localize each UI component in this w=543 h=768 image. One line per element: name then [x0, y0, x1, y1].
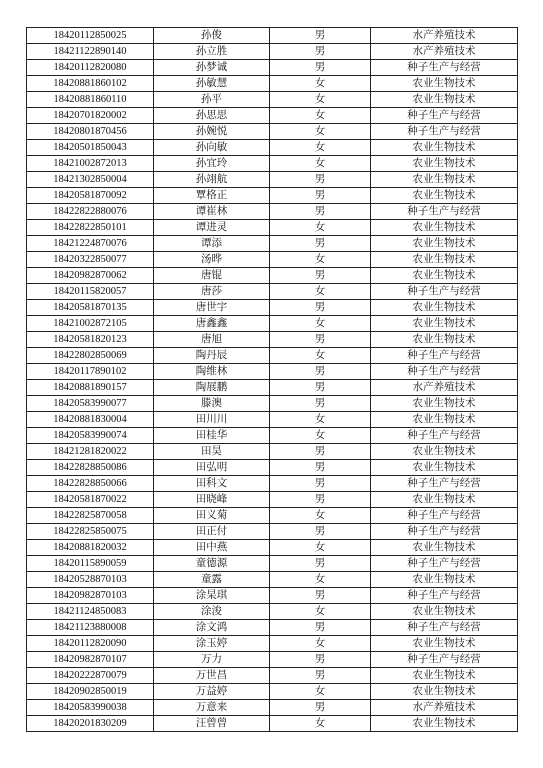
table-row [27, 156, 518, 172]
major-cell: 种子生产与经营 [371, 524, 518, 540]
major-cell: 农业生物技术 [371, 220, 518, 236]
major-cell: 农业生物技术 [371, 188, 518, 204]
table-row [27, 412, 518, 428]
gender-cell: 男 [270, 396, 371, 412]
major-cell: 农业生物技术 [371, 684, 518, 700]
major-cell: 农业生物技术 [371, 716, 518, 732]
major-cell: 种子生产与经营 [371, 476, 518, 492]
table-row [27, 108, 518, 124]
gender-cell: 男 [270, 28, 371, 44]
student-name-cell: 孙梦诚 [154, 60, 270, 76]
major-cell: 种子生产与经营 [371, 124, 518, 140]
student-name-cell: 孙婉悦 [154, 124, 270, 140]
student-name-cell: 田桂华 [154, 428, 270, 444]
student-name-cell: 万世昌 [154, 668, 270, 684]
student-id-cell: 18420112820090 [27, 636, 154, 652]
table-row [27, 204, 518, 220]
major-cell: 种子生产与经营 [371, 508, 518, 524]
table-row [27, 364, 518, 380]
student-name-cell: 孙向敏 [154, 140, 270, 156]
gender-cell: 女 [270, 76, 371, 92]
student-name-cell: 田川川 [154, 412, 270, 428]
major-cell: 农业生物技术 [371, 76, 518, 92]
major-cell: 水产养殖技术 [371, 44, 518, 60]
gender-cell: 女 [270, 636, 371, 652]
gender-cell: 男 [270, 332, 371, 348]
student-id-cell: 18420115890059 [27, 556, 154, 572]
student-id-cell: 18420881820032 [27, 540, 154, 556]
student-name-cell: 滕澳 [154, 396, 270, 412]
student-name-cell: 陶丹辰 [154, 348, 270, 364]
student-name-cell: 陶维林 [154, 364, 270, 380]
student-id-cell: 18420902850019 [27, 684, 154, 700]
table-row [27, 716, 518, 732]
roster-body [27, 28, 518, 732]
student-id-cell: 18420583990074 [27, 428, 154, 444]
student-name-cell: 万益婷 [154, 684, 270, 700]
student-name-cell: 田昊 [154, 444, 270, 460]
major-cell: 农业生物技术 [371, 460, 518, 476]
table-row [27, 684, 518, 700]
gender-cell: 女 [270, 220, 371, 236]
major-cell: 种子生产与经营 [371, 60, 518, 76]
student-id-cell: 18420581870022 [27, 492, 154, 508]
major-cell: 农业生物技术 [371, 172, 518, 188]
major-cell: 种子生产与经营 [371, 652, 518, 668]
major-cell: 农业生物技术 [371, 316, 518, 332]
student-name-cell: 田义菊 [154, 508, 270, 524]
gender-cell: 男 [270, 380, 371, 396]
table-row [27, 44, 518, 60]
table-row [27, 652, 518, 668]
major-cell: 种子生产与经营 [371, 556, 518, 572]
gender-cell: 女 [270, 156, 371, 172]
table-row [27, 524, 518, 540]
table-row [27, 476, 518, 492]
student-id-cell: 18420801870456 [27, 124, 154, 140]
table-row [27, 508, 518, 524]
table-row [27, 268, 518, 284]
student-id-cell: 18421123880008 [27, 620, 154, 636]
table-row [27, 76, 518, 92]
student-id-cell: 18420982870062 [27, 268, 154, 284]
student-id-cell: 18422822880076 [27, 204, 154, 220]
student-id-cell: 18421281820022 [27, 444, 154, 460]
table-row [27, 332, 518, 348]
student-id-cell: 18422825870058 [27, 508, 154, 524]
student-name-cell: 孙立胜 [154, 44, 270, 60]
student-id-cell: 18420112850025 [27, 28, 154, 44]
student-id-cell: 18420581870092 [27, 188, 154, 204]
student-id-cell: 18420881860102 [27, 76, 154, 92]
student-name-cell: 唐莎 [154, 284, 270, 300]
student-id-cell: 18421302850004 [27, 172, 154, 188]
table-row [27, 444, 518, 460]
student-id-cell: 18420115820057 [27, 284, 154, 300]
student-name-cell: 孙平 [154, 92, 270, 108]
student-name-cell: 田中燕 [154, 540, 270, 556]
student-name-cell: 汪曾曾 [154, 716, 270, 732]
gender-cell: 女 [270, 508, 371, 524]
major-cell: 农业生物技术 [371, 412, 518, 428]
table-row [27, 124, 518, 140]
student-id-cell: 18422802850069 [27, 348, 154, 364]
gender-cell: 女 [270, 412, 371, 428]
student-name-cell: 童露 [154, 572, 270, 588]
table-row [27, 460, 518, 476]
student-id-cell: 18422825850075 [27, 524, 154, 540]
major-cell: 农业生物技术 [371, 156, 518, 172]
major-cell: 农业生物技术 [371, 604, 518, 620]
gender-cell: 男 [270, 172, 371, 188]
table-row [27, 236, 518, 252]
student-id-cell: 18421224870076 [27, 236, 154, 252]
major-cell: 农业生物技术 [371, 252, 518, 268]
student-id-cell: 18420201830209 [27, 716, 154, 732]
major-cell: 种子生产与经营 [371, 428, 518, 444]
student-name-cell: 田晓峰 [154, 492, 270, 508]
student-name-cell: 孙宜玲 [154, 156, 270, 172]
table-row [27, 428, 518, 444]
student-id-cell: 18420881890157 [27, 380, 154, 396]
major-cell: 农业生物技术 [371, 268, 518, 284]
student-id-cell: 18421122890140 [27, 44, 154, 60]
gender-cell: 男 [270, 188, 371, 204]
gender-cell: 男 [270, 700, 371, 716]
table-row [27, 252, 518, 268]
major-cell: 种子生产与经营 [371, 588, 518, 604]
gender-cell: 男 [270, 60, 371, 76]
gender-cell: 男 [270, 524, 371, 540]
student-id-cell: 18420583990077 [27, 396, 154, 412]
student-name-cell: 谭添 [154, 236, 270, 252]
student-name-cell: 孙敏慧 [154, 76, 270, 92]
major-cell: 水产养殖技术 [371, 28, 518, 44]
table-row [27, 188, 518, 204]
student-id-cell: 18420982870107 [27, 652, 154, 668]
gender-cell: 女 [270, 540, 371, 556]
table-row [27, 540, 518, 556]
gender-cell: 女 [270, 572, 371, 588]
student-name-cell: 田弘明 [154, 460, 270, 476]
gender-cell: 女 [270, 124, 371, 140]
major-cell: 农业生物技术 [371, 236, 518, 252]
table-row [27, 636, 518, 652]
student-name-cell: 唐世宇 [154, 300, 270, 316]
table-row [27, 28, 518, 44]
table-row [27, 556, 518, 572]
student-name-cell: 孙俊 [154, 28, 270, 44]
student-name-cell: 田科文 [154, 476, 270, 492]
gender-cell: 男 [270, 652, 371, 668]
table-row [27, 492, 518, 508]
gender-cell: 男 [270, 44, 371, 60]
student-id-cell: 18420701820002 [27, 108, 154, 124]
student-roster-table [26, 27, 518, 732]
major-cell: 种子生产与经营 [371, 108, 518, 124]
major-cell: 种子生产与经营 [371, 284, 518, 300]
gender-cell: 男 [270, 588, 371, 604]
major-cell: 农业生物技术 [371, 396, 518, 412]
major-cell: 种子生产与经营 [371, 364, 518, 380]
major-cell: 农业生物技术 [371, 92, 518, 108]
gender-cell: 男 [270, 620, 371, 636]
major-cell: 农业生物技术 [371, 300, 518, 316]
major-cell: 农业生物技术 [371, 636, 518, 652]
gender-cell: 男 [270, 300, 371, 316]
table-row [27, 92, 518, 108]
major-cell: 种子生产与经营 [371, 348, 518, 364]
student-id-cell: 18421124850083 [27, 604, 154, 620]
major-cell: 农业生物技术 [371, 140, 518, 156]
student-id-cell: 18420881860110 [27, 92, 154, 108]
major-cell: 农业生物技术 [371, 444, 518, 460]
student-id-cell: 18421002872013 [27, 156, 154, 172]
student-name-cell: 汤晔 [154, 252, 270, 268]
student-id-cell: 18420222870079 [27, 668, 154, 684]
student-id-cell: 18420581820123 [27, 332, 154, 348]
student-name-cell: 田正付 [154, 524, 270, 540]
student-name-cell: 涂文鸿 [154, 620, 270, 636]
gender-cell: 女 [270, 140, 371, 156]
table-row [27, 220, 518, 236]
student-name-cell: 唐锟 [154, 268, 270, 284]
major-cell: 农业生物技术 [371, 492, 518, 508]
table-row [27, 172, 518, 188]
student-id-cell: 18420581870135 [27, 300, 154, 316]
table-row [27, 60, 518, 76]
gender-cell: 女 [270, 348, 371, 364]
student-id-cell: 18420322850077 [27, 252, 154, 268]
student-id-cell: 18420982870103 [27, 588, 154, 604]
table-row [27, 604, 518, 620]
gender-cell: 女 [270, 108, 371, 124]
major-cell: 农业生物技术 [371, 540, 518, 556]
student-name-cell: 涂杲琪 [154, 588, 270, 604]
table-row [27, 588, 518, 604]
student-name-cell: 唐旭 [154, 332, 270, 348]
gender-cell: 女 [270, 604, 371, 620]
student-id-cell: 18421002872105 [27, 316, 154, 332]
gender-cell: 男 [270, 556, 371, 572]
student-id-cell: 18420117890102 [27, 364, 154, 380]
major-cell: 种子生产与经营 [371, 204, 518, 220]
student-id-cell: 18420112820080 [27, 60, 154, 76]
student-id-cell: 18420583990038 [27, 700, 154, 716]
gender-cell: 男 [270, 444, 371, 460]
student-id-cell: 18420528870103 [27, 572, 154, 588]
gender-cell: 女 [270, 252, 371, 268]
gender-cell: 男 [270, 476, 371, 492]
student-name-cell: 涂浚 [154, 604, 270, 620]
student-name-cell: 唐鑫鑫 [154, 316, 270, 332]
gender-cell: 男 [270, 364, 371, 380]
gender-cell: 男 [270, 668, 371, 684]
student-name-cell: 孙思思 [154, 108, 270, 124]
table-row [27, 620, 518, 636]
student-id-cell: 18420501850043 [27, 140, 154, 156]
table-row [27, 140, 518, 156]
gender-cell: 男 [270, 460, 371, 476]
major-cell: 种子生产与经营 [371, 620, 518, 636]
gender-cell: 女 [270, 284, 371, 300]
student-id-cell: 18422822850101 [27, 220, 154, 236]
student-name-cell: 陶展鹏 [154, 380, 270, 396]
student-name-cell: 孙翊航 [154, 172, 270, 188]
major-cell: 农业生物技术 [371, 332, 518, 348]
major-cell: 水产养殖技术 [371, 380, 518, 396]
student-name-cell: 万意来 [154, 700, 270, 716]
gender-cell: 女 [270, 684, 371, 700]
major-cell: 农业生物技术 [371, 572, 518, 588]
student-id-cell: 18422828850086 [27, 460, 154, 476]
gender-cell: 女 [270, 92, 371, 108]
gender-cell: 男 [270, 204, 371, 220]
student-name-cell: 谭崔林 [154, 204, 270, 220]
gender-cell: 女 [270, 716, 371, 732]
roster-sheet [26, 27, 517, 732]
gender-cell: 女 [270, 428, 371, 444]
table-row [27, 572, 518, 588]
student-name-cell: 谭进灵 [154, 220, 270, 236]
table-row [27, 348, 518, 364]
table-row [27, 300, 518, 316]
student-id-cell: 18420881830004 [27, 412, 154, 428]
table-row [27, 700, 518, 716]
table-row [27, 316, 518, 332]
gender-cell: 男 [270, 236, 371, 252]
gender-cell: 女 [270, 316, 371, 332]
student-name-cell: 童德源 [154, 556, 270, 572]
major-cell: 农业生物技术 [371, 668, 518, 684]
student-id-cell: 18422828850066 [27, 476, 154, 492]
table-row [27, 668, 518, 684]
gender-cell: 男 [270, 492, 371, 508]
table-row [27, 396, 518, 412]
gender-cell: 男 [270, 268, 371, 284]
student-name-cell: 涂玉婷 [154, 636, 270, 652]
student-name-cell: 万力 [154, 652, 270, 668]
table-row [27, 284, 518, 300]
major-cell: 水产养殖技术 [371, 700, 518, 716]
student-name-cell: 覃格正 [154, 188, 270, 204]
table-row [27, 380, 518, 396]
